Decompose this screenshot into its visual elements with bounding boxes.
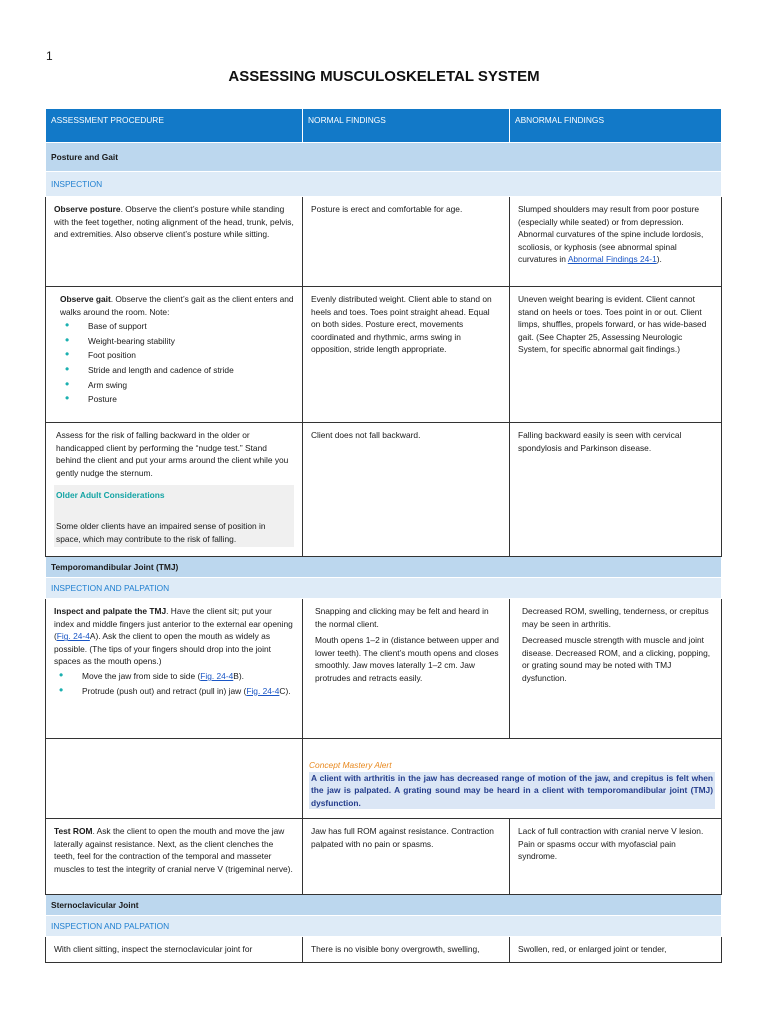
gait-list xyxy=(60,320,294,406)
list-item: • Stride and length and cadence of stride xyxy=(60,364,294,377)
procedure-text: With client sitting, inspect the sternoclavicular joint for xyxy=(54,944,253,954)
procedure-title: Observe posture xyxy=(54,204,121,214)
procedure-title: Observe gait xyxy=(60,294,111,304)
procedure-text: Assess for the risk of falling backward in the older or handicapped client by performing the “nudge test.” Stand behind the client and put your arms around the client while you gently nudge the sternum. xyxy=(56,430,289,478)
abnormal-cell xyxy=(510,937,722,963)
normal-text: Evenly distributed weight. Client able to stand on heels and toes. Toes point straight ahead. Equal on both sides. Posture erect, movements coordinated and rhythmic, arms swing in opposition, stride length appropriate. xyxy=(311,294,492,355)
subsection-inspection-palpation: INSPECTION AND PALPATION xyxy=(46,578,722,599)
list-item-end: C). xyxy=(279,685,291,696)
abnormal-text: Lack of full contraction with cranial nerve V lesion. Pain or spasms occur with myofascial pain syndrome. xyxy=(518,826,704,862)
list-item: • Foot position xyxy=(60,349,294,362)
procedure-text: . Observe the client’s posture while standing with the feet together, noting alignment of the head, trunk, pelvis, and extremities. Also observe client’s posture while sitting. xyxy=(54,204,294,240)
list-item-text: Move the jaw from side to side ( xyxy=(82,670,201,681)
section-posture-gait: Posture and Gait xyxy=(46,143,722,172)
normal-text: Jaw has full ROM against resistance. Contraction palpated with no pain or spasms. xyxy=(311,826,494,849)
section-row xyxy=(46,895,722,916)
table-row xyxy=(46,197,722,287)
list-item: • Arm swing xyxy=(60,379,294,392)
list-item: • Base of support xyxy=(60,320,294,333)
section-row xyxy=(46,143,722,172)
abnormal-cell xyxy=(510,423,722,557)
abnormal-text: Uneven weight bearing is evident. Client cannot stand on heels or toes. Toes point in or out. Client limps, shuffles, propels forward, or has wide-based gait. (See Chapter 25, Assessing Neurologic System, for specific abnormal gait findings.) xyxy=(518,294,707,355)
section-sternoclavicular: Sternoclavicular Joint xyxy=(46,895,722,916)
header-procedure: ASSESSMENT PROCEDURE xyxy=(46,109,303,143)
normal-text: Client does not fall backward. xyxy=(311,430,421,440)
abnormal-cell xyxy=(510,197,722,287)
subsection-row xyxy=(46,578,722,599)
header-abnormal: ABNORMAL FINDINGS xyxy=(510,109,722,143)
list-item xyxy=(54,685,294,698)
normal-cell xyxy=(303,423,510,557)
list-item-end: B). xyxy=(233,670,244,681)
figure-link[interactable]: Fig. 24-4 xyxy=(200,670,234,681)
table-row xyxy=(46,423,722,557)
normal-cell xyxy=(303,287,510,423)
table-row xyxy=(46,739,722,819)
tmj-list xyxy=(54,670,294,697)
procedure-cell xyxy=(46,937,303,963)
normal-text: Mouth opens 1–2 in (distance between upper and lower teeth). The client’s mouth opens and closes smoothly. Jaw moves laterally 1–2 cm. Jaw protrudes and retracts easily. xyxy=(315,635,499,683)
abnormal-cell xyxy=(510,287,722,423)
list-item: • Posture xyxy=(60,393,294,406)
subsection-inspection: INSPECTION xyxy=(46,172,722,197)
empty-cell xyxy=(46,739,303,819)
list-item: • Weight-bearing stability xyxy=(60,335,294,348)
alert-cell xyxy=(303,739,722,819)
page-title: ASSESSING MUSCULOSKELETAL SYSTEM xyxy=(228,68,540,85)
abnormal-text: Falling backward easily is seen with cervical spondylosis and Parkinson disease. xyxy=(518,430,682,453)
procedure-text: . Observe the client’s gait as the client enters and walks around the room. Note: xyxy=(60,294,294,317)
procedure-text: . Ask the client to open the mouth and move the jaw laterally against resistance. Next, as the client clenches the teeth, feel for the contraction of the temporal and masseter muscles to test the integrity of cranial nerve V (trigeminal nerve). xyxy=(54,826,293,874)
abnormal-text: Decreased ROM, swelling, tenderness, or crepitus may be seen in arthritis. xyxy=(522,606,709,629)
procedure-title: Inspect and palpate the TMJ xyxy=(54,606,167,616)
normal-text: There is no visible bony overgrowth, swelling, xyxy=(311,944,480,954)
procedure-title: Test ROM xyxy=(54,826,93,836)
table-row xyxy=(46,287,722,423)
alert-text: A client with arthritis in the jaw has decreased range of motion of the jaw, and crepitus is felt when the jaw is palpated. A grating sound may be heard in a client with temporomandibular joint (TMJ) dysfunction. xyxy=(311,772,713,808)
normal-cell xyxy=(303,819,510,895)
older-adult-title: Older Adult Considerations xyxy=(56,490,165,501)
procedure-cell xyxy=(46,287,303,423)
section-tmj: Temporomandibular Joint (TMJ) xyxy=(46,557,722,578)
table-row xyxy=(46,599,722,739)
older-adult-box xyxy=(54,485,294,547)
figure-link[interactable]: Fig. 24-4 xyxy=(246,685,280,696)
alert-title: Concept Mastery Alert xyxy=(309,760,392,770)
abnormal-cell xyxy=(510,819,722,895)
normal-cell xyxy=(303,599,510,739)
abnormal-cell xyxy=(510,599,722,739)
table-row xyxy=(46,937,722,963)
abnormal-text: Decreased muscle strength with muscle and joint disease. Decreased ROM, and a clicking, popping, or grating sound may be noted with TMJ dysfunction. xyxy=(522,635,711,683)
list-item xyxy=(54,670,294,683)
page-number: 1 xyxy=(46,49,53,63)
normal-text: Posture is erect and comfortable for age. xyxy=(311,204,463,214)
subsection-row xyxy=(46,172,722,197)
procedure-cell xyxy=(46,423,303,557)
table-row xyxy=(46,819,722,895)
procedure-text-cont: A). Ask the client to open the mouth as widely as possible. (The tips of your fingers should drop into the joint spaces as the mouth opens.) xyxy=(54,631,271,667)
section-row xyxy=(46,557,722,578)
assessment-table xyxy=(45,108,722,963)
abnormal-text: Swollen, red, or enlarged joint or tender, xyxy=(518,944,667,954)
older-adult-text: Some older clients have an impaired sense of position in space, which may contribute to the risk of falling. xyxy=(56,520,266,544)
subsection-inspection-palpation: INSPECTION AND PALPATION xyxy=(46,916,722,937)
procedure-cell xyxy=(46,197,303,287)
table-header-row xyxy=(46,109,722,143)
normal-text: Snapping and clicking may be felt and heard in the normal client. xyxy=(315,606,489,629)
figure-link[interactable]: Fig. 24-4 xyxy=(56,631,90,642)
procedure-cell xyxy=(46,819,303,895)
subsection-row xyxy=(46,916,722,937)
procedure-text: . Have the client sit; put your index and middle fingers just anterior to the external ear opening ( xyxy=(54,606,293,642)
header-normal: NORMAL FINDINGS xyxy=(303,109,510,143)
normal-cell xyxy=(303,937,510,963)
normal-cell xyxy=(303,197,510,287)
abnormal-text-end: ). xyxy=(656,254,662,265)
list-item-text: Protrude (push out) and retract (pull in) jaw ( xyxy=(82,685,247,696)
abnormal-findings-link[interactable]: Abnormal Findings 24-1 xyxy=(567,254,657,265)
abnormal-text: Slumped shoulders may result from poor posture (especially while seated) or from depression. Abnormal curvatures of the spine include lordosis, scoliosis, or kyphosis (see abnormal spinal curvatures in xyxy=(518,204,704,265)
procedure-cell xyxy=(46,599,303,739)
